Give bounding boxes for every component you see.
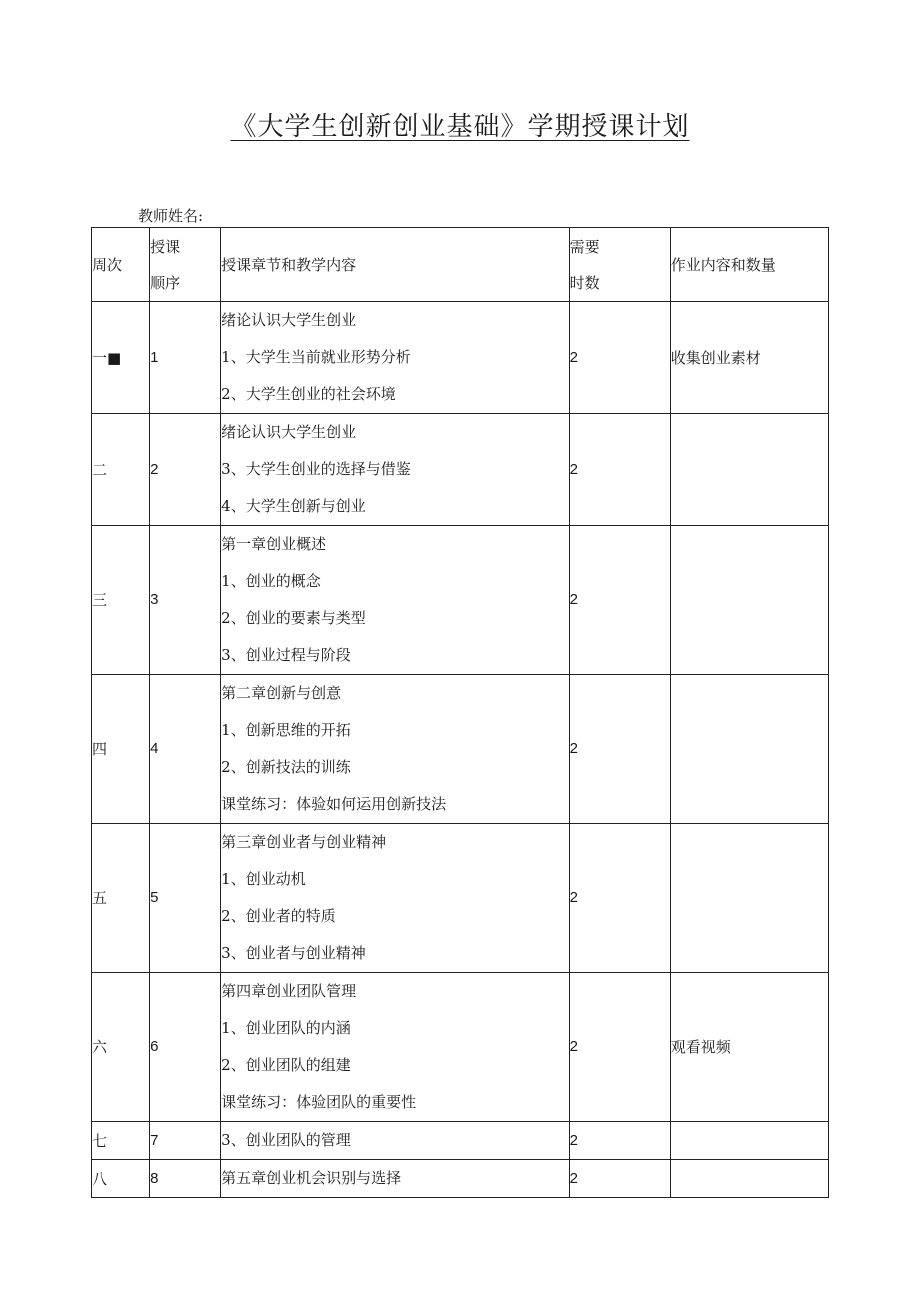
table-row [92, 675, 829, 824]
hours-cell: 2 [569, 675, 670, 824]
content-line: 3、创业过程与阶段 [221, 646, 351, 664]
week-cell: 六 [92, 973, 150, 1122]
hours-cell: 2 [569, 824, 670, 973]
content-line: 1、创新思维的开拓 [221, 721, 351, 739]
homework-cell [670, 1122, 828, 1160]
week-cell: 八 [92, 1160, 150, 1198]
week-cell: 一■ [92, 302, 150, 414]
content-line: 3、创业团队的管理 [221, 1131, 351, 1149]
document-title [0, 106, 920, 143]
content-line: 2、大学生创业的社会环境 [221, 385, 396, 403]
header-week: 周次 [92, 228, 150, 302]
hours-cell: 2 [569, 1160, 670, 1198]
content-cell [221, 414, 569, 526]
content-line: 2、创业的要素与类型 [221, 609, 366, 627]
week-cell: 四 [92, 675, 150, 824]
hours-cell: 2 [569, 302, 670, 414]
homework-cell: 观看视频 [670, 973, 828, 1122]
content-line: 2、创新技法的训练 [221, 758, 351, 776]
header-homework: 作业内容和数量 [670, 228, 828, 302]
order-cell: 7 [150, 1122, 221, 1160]
content-line: 2、创业团队的组建 [221, 1056, 351, 1074]
header-order [150, 228, 221, 302]
content-line: 1、大学生当前就业形势分析 [221, 348, 411, 366]
header-hours-line: 时数 [569, 273, 600, 292]
content-line: 绪论认识大学生创业 [221, 423, 357, 441]
order-cell: 8 [150, 1160, 221, 1198]
content-line: 1、创业动机 [221, 870, 306, 888]
table-body [92, 228, 829, 1198]
header-hours-line: 需要 [569, 237, 600, 256]
hours-cell: 2 [569, 414, 670, 526]
content-line: 3、大学生创业的选择与借鉴 [221, 460, 411, 478]
table-row [92, 526, 829, 675]
content-line: 第一章创业概述 [221, 535, 327, 553]
content-line: 1、创业的概念 [221, 572, 321, 590]
header-order-line: 授课 [150, 237, 181, 256]
content-cell [221, 973, 569, 1122]
content-line: 课堂练习：体验团队的重要性 [221, 1093, 417, 1111]
order-cell: 2 [150, 414, 221, 526]
header-row [92, 228, 829, 302]
week-cell: 三 [92, 526, 150, 675]
content-line: 第二章创新与创意 [221, 684, 342, 702]
homework-cell [670, 1160, 828, 1198]
order-cell: 3 [150, 526, 221, 675]
homework-cell [670, 675, 828, 824]
course-plan-table [91, 227, 829, 1198]
table-row [92, 302, 829, 414]
table-row [92, 1160, 829, 1198]
order-cell: 6 [150, 973, 221, 1122]
table-row [92, 973, 829, 1122]
homework-cell [670, 824, 828, 973]
content-cell [221, 675, 569, 824]
content-line: 1、创业团队的内涵 [221, 1019, 351, 1037]
content-line: 2、创业者的特质 [221, 907, 336, 925]
title-text: 《大学生创新创业基础》学期授课计划 [230, 112, 690, 142]
week-cell: 五 [92, 824, 150, 973]
homework-cell: 收集创业素材 [670, 302, 828, 414]
week-cell: 二 [92, 414, 150, 526]
hours-cell: 2 [569, 1122, 670, 1160]
header-content: 授课章节和教学内容 [221, 228, 569, 302]
content-cell [221, 1122, 569, 1160]
content-cell [221, 1160, 569, 1198]
header-hours [569, 228, 670, 302]
homework-cell [670, 526, 828, 675]
header-order-line: 顺序 [150, 273, 181, 292]
content-cell [221, 302, 569, 414]
content-cell [221, 526, 569, 675]
content-line: 课堂练习：体验如何运用创新技法 [221, 795, 447, 813]
table-row [92, 824, 829, 973]
content-line: 绪论认识大学生创业 [221, 311, 357, 329]
table-row [92, 1122, 829, 1160]
table-row [92, 414, 829, 526]
content-line: 第五章创业机会识别与选择 [221, 1169, 402, 1187]
content-line: 第三章创业者与创业精神 [221, 833, 387, 851]
content-line: 3、创业者与创业精神 [221, 944, 366, 962]
content-cell [221, 824, 569, 973]
teacher-name-label: 教师姓名: [138, 207, 204, 225]
hours-cell: 2 [569, 973, 670, 1122]
week-cell: 七 [92, 1122, 150, 1160]
content-line: 4、大学生创新与创业 [221, 497, 366, 515]
order-cell: 1 [150, 302, 221, 414]
hours-cell: 2 [569, 526, 670, 675]
order-cell: 4 [150, 675, 221, 824]
order-cell: 5 [150, 824, 221, 973]
homework-cell [670, 414, 828, 526]
content-line: 第四章创业团队管理 [221, 982, 357, 1000]
